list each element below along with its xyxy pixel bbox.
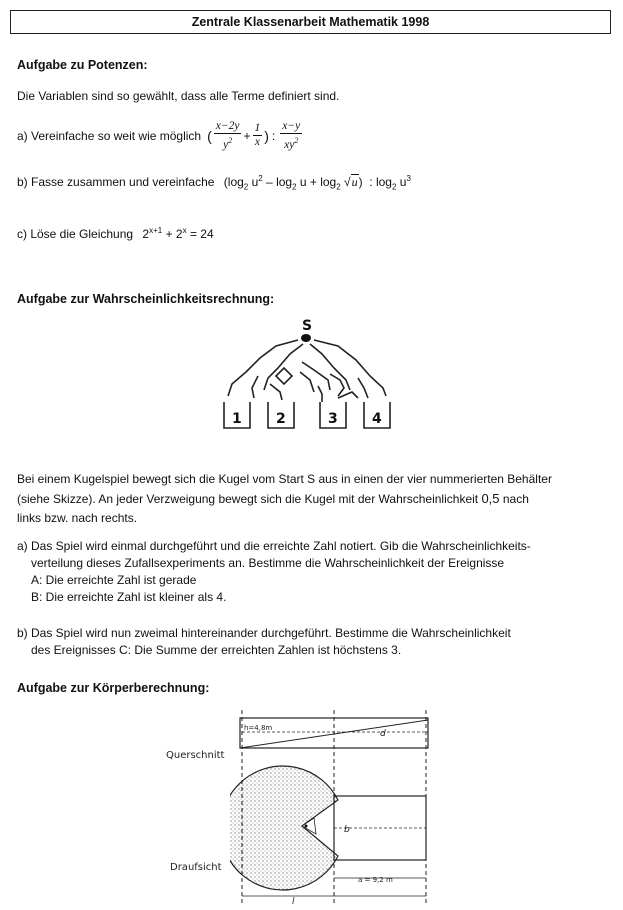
bin-3-label: 3 <box>328 411 338 427</box>
galton-board-diagram <box>218 316 398 438</box>
task-c-potenzen: c) Löse die Gleichung $2^{x+1} + 2^x = 24$ <box>17 226 214 241</box>
board-paths <box>228 340 386 402</box>
probability-value: 0,5 <box>481 491 500 506</box>
draufsicht-label: Draufsicht <box>170 862 222 873</box>
task-a-wahrscheinlichkeit: a) Das Spiel wird einmal durchgeführt und die erreichte Zahl notiert. Gib die Wahrscheinlichkeits- verteilung dieses Zufallsexperiments an. Bestimme die Wahrscheinlichkeit der Ereignisse A: Die erreichte Zahl ist gerade B: Die erreichte Zahl ist kleiner als 4. <box>17 539 531 604</box>
fraction-3: $\frac{x-y}{xy^2}$ <box>282 120 301 151</box>
task-b-potenzen: b) Fasse zusammen und vereinfache ($\log_2$ $u^2 - \log_2 u + \log_2 √u$) : $\log_2 u^3$ <box>17 174 411 192</box>
ball-icon <box>301 334 311 342</box>
querschnitt-label: Querschnitt <box>166 750 225 761</box>
label-h: h=4,8m <box>244 724 273 732</box>
label-a: a = 9,2 m <box>358 876 393 884</box>
heading-potenzen: Aufgabe zu Potenzen: <box>17 58 148 72</box>
text-line-1: Bei einem Kugelspiel bewegt sich die Kugel vom Start S aus in einen der vier nummerierten Behälter <box>17 472 552 486</box>
fraction-2: $\frac{1}{x}$ <box>254 122 261 149</box>
document-title <box>10 10 611 34</box>
pacman-shape <box>230 766 338 890</box>
bins <box>224 402 390 428</box>
title-text: Zentrale Klassenarbeit Mathematik 1998 <box>191 15 430 29</box>
task-b-wahrscheinlichkeit: b) Das Spiel wird nun zweimal hintereinander durchgeführt. Bestimme die Wahrscheinlichkeit des Ereignisses C: Die Summe der erreichten Zahlen ist höchstens 3. <box>17 626 511 657</box>
wahrscheinlichkeit-text <box>17 470 617 528</box>
heading-koerper: Aufgabe zur Körperberechnung: <box>17 681 210 695</box>
label-d: d <box>380 729 386 739</box>
task-b-label: b) Fasse zusammen und vereinfache <box>17 175 215 189</box>
text-line-3: links bzw. nach rechts. <box>17 511 138 525</box>
task-a-potenzen: a) Vereinfache so weit wie möglich ( $\frac{x-2y}{y^2}$ + $\frac{1}{x}$ ) : $\frac{x-y}{xy^2}$ <box>17 120 301 151</box>
fraction-1: $\frac{x-2y}{y^2}$ <box>215 120 240 151</box>
task-c-label: c) Löse die Gleichung <box>17 227 134 241</box>
start-label: S <box>302 318 313 334</box>
task-a-label: a) Vereinfache so weit wie möglich <box>17 128 202 143</box>
bin-1-label: 1 <box>232 411 242 427</box>
text-line-2: (siehe Skizze). An jeder Verzweigung bewegt sich die Kugel mit der Wahrscheinlichkeit 0,5 nach <box>17 491 529 506</box>
bin-2-label: 2 <box>276 411 286 427</box>
heading-wahrscheinlichkeit: Aufgabe zur Wahrscheinlichkeitsrechnung: <box>17 292 275 306</box>
koerper-diagram <box>230 708 440 908</box>
potenzen-intro: Die Variablen sind so gewählt, dass alle Terme definiert sind. <box>17 89 340 103</box>
label-b: b <box>344 825 350 835</box>
label-l: l <box>292 897 295 907</box>
bin-4-label: 4 <box>372 411 382 427</box>
